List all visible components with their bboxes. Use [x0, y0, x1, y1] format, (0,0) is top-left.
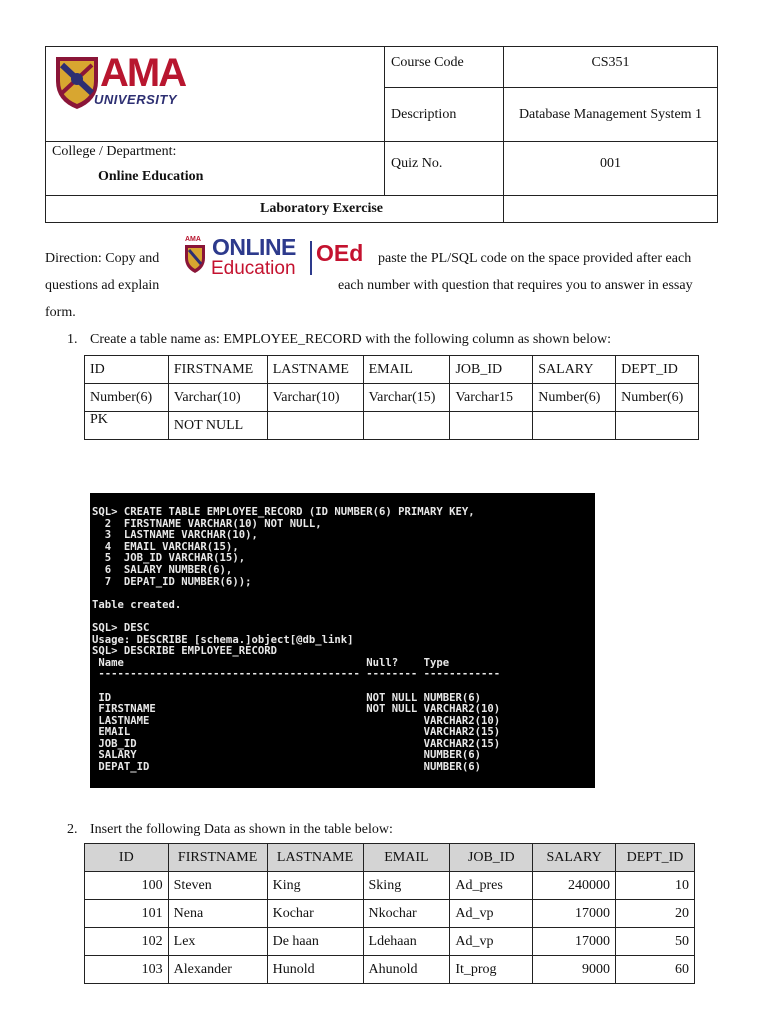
data-table-cell: 100	[85, 872, 169, 900]
data-table-cell: 20	[616, 900, 695, 928]
data-table-cell: Ad_vp	[450, 900, 533, 928]
banner-divider	[310, 241, 312, 275]
column-spec-row	[85, 384, 699, 412]
column-spec-cell: LASTNAME	[267, 356, 363, 384]
terminal-line: 7 DEPAT_ID NUMBER(6));	[92, 575, 252, 588]
data-table-cell: Ldehaan	[363, 928, 450, 956]
data-table-header-cell: ID	[85, 844, 169, 872]
data-table-cell: 10	[616, 872, 695, 900]
college-value: Online Education	[98, 169, 204, 184]
column-spec-row	[85, 356, 699, 384]
data-table-header-cell: FIRSTNAME	[168, 844, 267, 872]
terminal-line: DEPAT_ID NUMBER(6)	[92, 761, 482, 774]
direction-line-1b: paste the PL/SQL code on the space provided after each	[378, 251, 692, 266]
column-spec-cell: FIRSTNAME	[168, 356, 267, 384]
data-table-header-cell: LASTNAME	[267, 844, 363, 872]
direction-line-1a: Direction: Copy and	[45, 251, 160, 266]
quiz-value: 001	[504, 142, 718, 196]
terminal-line: FIRSTNAME NOT NULL VARCHAR2(10)	[92, 703, 501, 716]
description-value: Database Management System 1	[504, 88, 718, 142]
terminal-line: Name Null? Type	[92, 656, 450, 669]
course-code-value: CS351	[504, 47, 718, 88]
data-table-cell: Ahunold	[363, 956, 450, 984]
terminal-line: ----------------------------------------- -------- ------------	[92, 668, 501, 681]
data-table-row	[85, 956, 695, 984]
data-table-cell: 17000	[533, 928, 616, 956]
q2-text: Insert the following Data as shown in the table below:	[90, 822, 393, 837]
terminal-line: JOB_ID VARCHAR2(15)	[92, 737, 501, 750]
data-table-cell: 102	[85, 928, 169, 956]
column-spec-cell: Varchar(10)	[168, 384, 267, 412]
terminal-line	[92, 588, 595, 600]
column-spec-cell: DEPT_ID	[616, 356, 699, 384]
column-spec-cell	[267, 412, 363, 440]
terminal-line: EMAIL VARCHAR2(15)	[92, 726, 501, 739]
terminal-line: Usage: DESCRIBE [schema.]object[@db_link]	[92, 633, 354, 646]
data-table-cell: 17000	[533, 900, 616, 928]
data-table-cell: Ad_vp	[450, 928, 533, 956]
insert-data-table	[84, 843, 695, 984]
college-label: College / Department:	[52, 144, 177, 159]
data-table-cell: 9000	[533, 956, 616, 984]
terminal-line: ID NOT NULL NUMBER(6)	[92, 691, 482, 704]
column-spec-cell: Number(6)	[533, 384, 616, 412]
terminal-line: SALARY NUMBER(6)	[92, 749, 482, 762]
column-spec-cell	[533, 412, 616, 440]
terminal-line: 5 JOB_ID VARCHAR(15),	[92, 552, 246, 565]
terminal-line: 6 SALARY NUMBER(6),	[92, 563, 233, 576]
column-spec-cell: EMAIL	[363, 356, 450, 384]
data-table-cell: Hunold	[267, 956, 363, 984]
online-education-banner	[184, 236, 370, 280]
sql-terminal-screenshot	[90, 493, 595, 788]
data-table-cell: Steven	[168, 872, 267, 900]
column-spec-cell	[450, 412, 533, 440]
column-spec-cell: PK	[85, 412, 169, 440]
data-table-cell: 103	[85, 956, 169, 984]
data-table-cell: Ad_pres	[450, 872, 533, 900]
lab-title: Laboratory Exercise	[46, 196, 504, 223]
column-spec-cell: Number(6)	[616, 384, 699, 412]
banner-online-text: ONLINE	[212, 234, 296, 260]
terminal-line: SQL> DESC	[92, 621, 150, 634]
terminal-line: 3 LASTNAME VARCHAR(10),	[92, 529, 258, 542]
column-spec-cell: Varchar15	[450, 384, 533, 412]
data-table-header-cell: DEPT_ID	[616, 844, 695, 872]
data-table-cell: De haan	[267, 928, 363, 956]
banner-education-text: Education	[211, 258, 296, 279]
ama-university-logo	[52, 53, 222, 111]
data-table-cell: Nkochar	[363, 900, 450, 928]
empty-cell	[504, 196, 718, 223]
data-table-cell: Nena	[168, 900, 267, 928]
data-table-header-cell: JOB_ID	[450, 844, 533, 872]
description-label: Description	[385, 88, 504, 142]
data-table-cell: It_prog	[450, 956, 533, 984]
terminal-line: SQL> CREATE TABLE EMPLOYEE_RECORD (ID NUMBER(6) PRIMARY KEY,	[92, 506, 475, 518]
terminal-line: 4 EMAIL VARCHAR(15),	[92, 540, 239, 553]
q2-number: 2.	[67, 822, 78, 837]
column-spec-cell: Varchar(10)	[267, 384, 363, 412]
terminal-line	[92, 681, 595, 693]
data-table-header-cell: SALARY	[533, 844, 616, 872]
column-spec-cell: Number(6)	[85, 384, 169, 412]
q1-text: Create a table name as: EMPLOYEE_RECORD with the following column as shown below:	[90, 332, 612, 347]
column-spec-cell	[616, 412, 699, 440]
direction-line-3: form.	[45, 305, 76, 320]
data-table-row	[85, 900, 695, 928]
direction-line-2a: questions ad explain	[45, 278, 160, 293]
data-table-cell: 240000	[533, 872, 616, 900]
terminal-line: Table created.	[92, 598, 182, 611]
data-table-cell: 60	[616, 956, 695, 984]
banner-oed-text: OEd	[316, 240, 364, 266]
column-spec-cell	[363, 412, 450, 440]
data-table-cell: King	[267, 872, 363, 900]
course-code-label: Course Code	[385, 47, 504, 88]
terminal-line	[92, 611, 595, 623]
column-spec-row	[85, 412, 699, 440]
column-spec-cell: JOB_ID	[450, 356, 533, 384]
logo-ama-text: AMA	[100, 51, 186, 95]
terminal-line: 2 FIRSTNAME VARCHAR(10) NOT NULL,	[92, 517, 322, 530]
header-table	[45, 46, 718, 223]
data-table-cell: 101	[85, 900, 169, 928]
data-table-row	[85, 872, 695, 900]
banner-ama-small: AMA	[185, 236, 201, 243]
column-spec-table	[84, 355, 699, 440]
column-spec-cell: NOT NULL	[168, 412, 267, 440]
data-table-cell: Lex	[168, 928, 267, 956]
data-table-cell: Sking	[363, 872, 450, 900]
college-cell	[46, 142, 385, 196]
q1-number: 1.	[67, 332, 78, 347]
terminal-line: SQL> DESCRIBE EMPLOYEE_RECORD	[92, 645, 277, 658]
data-table-cell: 50	[616, 928, 695, 956]
data-table-header-row	[85, 844, 695, 872]
data-table-header-cell: EMAIL	[363, 844, 450, 872]
column-spec-cell: Varchar(15)	[363, 384, 450, 412]
quiz-label: Quiz No.	[385, 142, 504, 196]
column-spec-cell: ID	[85, 356, 169, 384]
logo-cell	[46, 47, 385, 142]
data-table-cell: Kochar	[267, 900, 363, 928]
direction-line-2b: each number with question that requires you to answer in essay	[338, 278, 693, 293]
data-table-row	[85, 928, 695, 956]
banner-shield-icon	[184, 244, 206, 274]
data-table-cell: Alexander	[168, 956, 267, 984]
column-spec-cell: SALARY	[533, 356, 616, 384]
logo-university-text: UNIVERSITY	[94, 92, 178, 107]
terminal-line: LASTNAME VARCHAR2(10)	[92, 714, 501, 727]
